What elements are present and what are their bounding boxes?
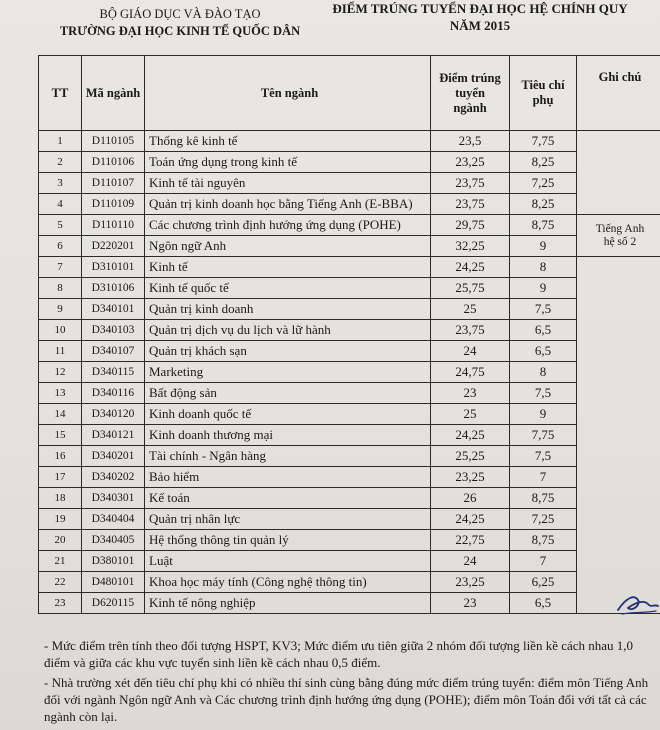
cell-score: 24,25 — [431, 257, 510, 278]
col-header-note: Ghi chú — [577, 56, 660, 131]
cell-name: Quản trị khách sạn — [145, 341, 431, 362]
cell-sub-criteria: 8,75 — [510, 488, 577, 509]
cell-sub-criteria: 6,5 — [510, 341, 577, 362]
cell-tt: 10 — [39, 320, 82, 341]
col-header-sub-line-1: Tiêu chí — [521, 78, 565, 92]
table-row — [39, 530, 660, 551]
cell-score: 24,25 — [431, 509, 510, 530]
cell-score: 23,75 — [431, 320, 510, 341]
cell-note-english-coefficient — [577, 215, 660, 257]
table-body — [39, 131, 660, 614]
cell-code: D110110 — [82, 215, 145, 236]
cell-sub-criteria: 6,5 — [510, 320, 577, 341]
university-name: TRƯỜNG ĐẠI HỌC KINH TẾ QUỐC DÂN — [59, 24, 301, 38]
col-header-sub-line-2: phụ — [532, 93, 554, 107]
cell-tt: 20 — [39, 530, 82, 551]
cell-score: 23 — [431, 383, 510, 404]
table-row — [39, 404, 660, 425]
table-row — [39, 278, 660, 299]
cell-code: D480101 — [82, 572, 145, 593]
cell-code: D220201 — [82, 236, 145, 257]
cell-name: Ngôn ngữ Anh — [145, 236, 431, 257]
cell-tt: 13 — [39, 383, 82, 404]
cell-sub-criteria: 6,5 — [510, 593, 577, 614]
cell-tt: 18 — [39, 488, 82, 509]
cell-score: 23,75 — [431, 194, 510, 215]
issuer-header — [40, 6, 320, 40]
cell-score: 24 — [431, 341, 510, 362]
cell-name: Bảo hiểm — [145, 467, 431, 488]
table-row — [39, 572, 660, 593]
cell-sub-criteria: 7,75 — [510, 131, 577, 152]
cell-tt: 19 — [39, 509, 82, 530]
table-row — [39, 551, 660, 572]
cell-code: D340121 — [82, 425, 145, 446]
cell-code: D340107 — [82, 341, 145, 362]
cell-code: D310101 — [82, 257, 145, 278]
cell-name: Quản trị nhân lực — [145, 509, 431, 530]
cell-tt: 4 — [39, 194, 82, 215]
cell-score: 23,5 — [431, 131, 510, 152]
col-header-score-line-1: Điểm trúng — [439, 70, 501, 85]
cell-name: Kinh doanh thương mại — [145, 425, 431, 446]
cell-name: Kế toán — [145, 488, 431, 509]
cell-tt: 7 — [39, 257, 82, 278]
cell-sub-criteria: 7 — [510, 551, 577, 572]
cell-tt: 17 — [39, 467, 82, 488]
cell-score: 23,25 — [431, 572, 510, 593]
col-header-name: Tên ngành — [145, 56, 431, 131]
cell-sub-criteria: 8,25 — [510, 152, 577, 173]
cell-tt: 22 — [39, 572, 82, 593]
cell-tt: 8 — [39, 278, 82, 299]
cell-code: D340404 — [82, 509, 145, 530]
cell-sub-criteria: 7,25 — [510, 509, 577, 530]
signature-mark — [614, 592, 660, 618]
cell-sub-criteria: 8,75 — [510, 215, 577, 236]
cell-tt: 16 — [39, 446, 82, 467]
cell-sub-criteria: 7,5 — [510, 446, 577, 467]
cell-sub-criteria: 6,25 — [510, 572, 577, 593]
cell-score: 23,25 — [431, 467, 510, 488]
cell-code: D310106 — [82, 278, 145, 299]
cell-code: D340103 — [82, 320, 145, 341]
cell-note — [577, 257, 660, 614]
cell-tt: 23 — [39, 593, 82, 614]
cell-name: Kinh tế tài nguyên — [145, 173, 431, 194]
cell-sub-criteria: 7,25 — [510, 173, 577, 194]
cell-name: Hệ thống thông tin quản lý — [145, 530, 431, 551]
table-row — [39, 509, 660, 530]
cell-sub-criteria: 7 — [510, 467, 577, 488]
cell-score: 29,75 — [431, 215, 510, 236]
cell-sub-criteria: 8 — [510, 257, 577, 278]
cell-score: 25 — [431, 404, 510, 425]
table-header-row — [39, 56, 660, 131]
footnote-2: - Nhà trường xét đến tiêu chí phụ khi có nhiều thí sinh cùng bằng đúng mức điểm trúng tuyển: điểm môn Tiếng Anh đối với ngành Ngôn ngữ Anh và Các chương trình định hướng ứng dụng (POHE); điểm môn Toán đối với tất cả các ngành còn lại. — [44, 675, 649, 724]
cell-score: 25,25 — [431, 446, 510, 467]
title-line-1: ĐIỂM TRÚNG TUYỂN ĐẠI HỌC HỆ CHÍNH QUY — [332, 1, 628, 16]
table-row — [39, 593, 660, 614]
cell-note — [577, 131, 660, 215]
col-header-score — [431, 56, 510, 131]
cell-name: Quản trị kinh doanh — [145, 299, 431, 320]
cell-name: Thống kê kinh tế — [145, 131, 431, 152]
table-row — [39, 131, 660, 152]
cell-code: D110107 — [82, 173, 145, 194]
cell-tt: 11 — [39, 341, 82, 362]
cell-code: D340120 — [82, 404, 145, 425]
cell-name: Kinh tế quốc tế — [145, 278, 431, 299]
cell-tt: 6 — [39, 236, 82, 257]
cell-name: Quản trị dịch vụ du lịch và lữ hành — [145, 320, 431, 341]
cell-score: 25 — [431, 299, 510, 320]
cell-name: Khoa học máy tính (Công nghệ thông tin) — [145, 572, 431, 593]
table-row — [39, 320, 660, 341]
table-row — [39, 257, 660, 278]
cell-tt: 15 — [39, 425, 82, 446]
cell-code: D110106 — [82, 152, 145, 173]
table-row — [39, 383, 660, 404]
cell-code: D340115 — [82, 362, 145, 383]
col-header-score-line-2: tuyển — [455, 85, 485, 100]
cell-tt: 14 — [39, 404, 82, 425]
cell-code: D110105 — [82, 131, 145, 152]
cell-sub-criteria: 8 — [510, 362, 577, 383]
cell-code: D380101 — [82, 551, 145, 572]
document-title — [300, 0, 660, 34]
cell-code: D110109 — [82, 194, 145, 215]
table-row — [39, 194, 660, 215]
cell-sub-criteria: 7,5 — [510, 383, 577, 404]
cell-score: 22,75 — [431, 530, 510, 551]
table-row — [39, 299, 660, 320]
cell-tt: 12 — [39, 362, 82, 383]
cell-sub-criteria: 9 — [510, 404, 577, 425]
cell-score: 23,25 — [431, 152, 510, 173]
cell-name: Kinh tế — [145, 257, 431, 278]
table-row — [39, 425, 660, 446]
cell-code: D340201 — [82, 446, 145, 467]
cell-tt: 1 — [39, 131, 82, 152]
note-line-2: hệ số 2 — [603, 235, 637, 248]
title-line-2: NĂM 2015 — [449, 18, 511, 33]
cell-sub-criteria: 8,75 — [510, 530, 577, 551]
cell-tt: 2 — [39, 152, 82, 173]
cell-code: D340116 — [82, 383, 145, 404]
table-row — [39, 152, 660, 173]
col-header-sub-criteria — [510, 56, 577, 131]
cell-sub-criteria: 7,75 — [510, 425, 577, 446]
table-row — [39, 467, 660, 488]
table-row — [39, 173, 660, 194]
admission-score-table — [38, 55, 660, 614]
cell-score: 24,25 — [431, 425, 510, 446]
ministry-name: BỘ GIÁO DỤC VÀ ĐÀO TẠO — [99, 7, 261, 21]
cell-code: D340405 — [82, 530, 145, 551]
cell-score: 24 — [431, 551, 510, 572]
cell-name: Các chương trình định hướng ứng dụng (POHE) — [145, 215, 431, 236]
cell-tt: 21 — [39, 551, 82, 572]
cell-score: 24,75 — [431, 362, 510, 383]
cell-sub-criteria: 8,25 — [510, 194, 577, 215]
cell-name: Tài chính - Ngân hàng — [145, 446, 431, 467]
cell-sub-criteria: 7,5 — [510, 299, 577, 320]
col-header-code: Mã ngành — [82, 56, 145, 131]
footnotes — [44, 637, 654, 728]
table-row — [39, 236, 660, 257]
cell-sub-criteria: 9 — [510, 278, 577, 299]
cell-score: 32,25 — [431, 236, 510, 257]
cell-score: 23,75 — [431, 173, 510, 194]
footnote-1: - Mức điểm trên tính theo đối tượng HSPT, KV3; Mức điểm ưu tiên giữa 2 nhóm đối tượng liền kề cách nhau 1,0 điểm và giữa các khu vực tuyển sinh liền kề cách nhau 0,5 điểm. — [44, 638, 634, 670]
cell-name: Bất động sản — [145, 383, 431, 404]
cell-score: 23 — [431, 593, 510, 614]
cell-code: D340101 — [82, 299, 145, 320]
cell-tt: 9 — [39, 299, 82, 320]
table-row — [39, 215, 660, 236]
cell-tt: 5 — [39, 215, 82, 236]
cell-name: Quản trị kinh doanh học bằng Tiếng Anh (E-BBA) — [145, 194, 431, 215]
cell-name: Kinh doanh quốc tế — [145, 404, 431, 425]
cell-name: Kinh tế nông nghiệp — [145, 593, 431, 614]
cell-sub-criteria: 9 — [510, 236, 577, 257]
cell-code: D340202 — [82, 467, 145, 488]
table-row — [39, 446, 660, 467]
col-header-tt: TT — [39, 56, 82, 131]
cell-name: Marketing — [145, 362, 431, 383]
cell-code: D620115 — [82, 593, 145, 614]
cell-name: Luật — [145, 551, 431, 572]
col-header-score-line-3: ngành — [453, 100, 487, 115]
cell-name: Toán ứng dụng trong kinh tế — [145, 152, 431, 173]
cell-score: 25,75 — [431, 278, 510, 299]
table-row — [39, 362, 660, 383]
cell-score: 26 — [431, 488, 510, 509]
cell-code: D340301 — [82, 488, 145, 509]
table-row — [39, 341, 660, 362]
note-line-1: Tiếng Anh — [595, 222, 645, 235]
table-row — [39, 488, 660, 509]
cell-tt: 3 — [39, 173, 82, 194]
